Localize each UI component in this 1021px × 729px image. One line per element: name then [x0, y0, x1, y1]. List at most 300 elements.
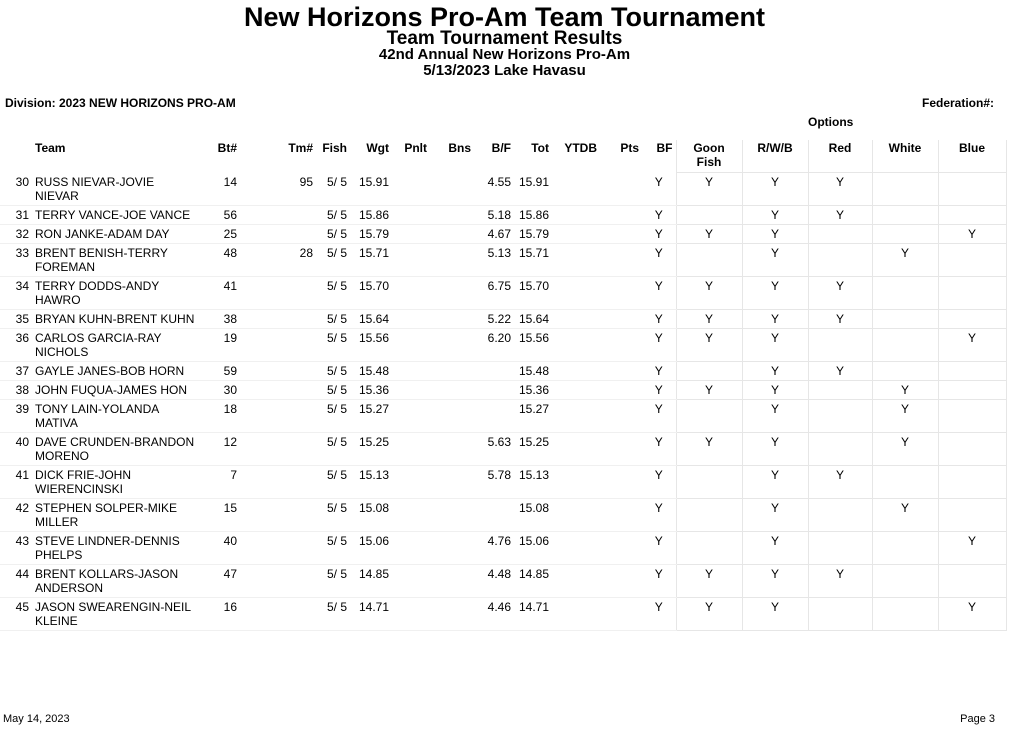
row-bt: 19: [204, 328, 240, 361]
row-pts: [600, 173, 642, 206]
row-bf-option: Y: [642, 498, 676, 531]
row-rwb: Y: [742, 465, 808, 498]
row-team: BRENT BENISH-TERRY FOREMAN: [32, 243, 204, 276]
row-bt: 40: [204, 531, 240, 564]
row-goon-fish: Y: [676, 328, 742, 361]
row-pts: [600, 597, 642, 630]
row-bf-option: Y: [642, 597, 676, 630]
row-fish: 5/ 5: [316, 380, 350, 399]
table-row: [0, 498, 1006, 531]
footer-date: May 14, 2023: [3, 713, 70, 725]
row-place: 31: [0, 205, 32, 224]
row-bns: [430, 531, 474, 564]
row-team: STEPHEN SOLPER-MIKE MILLER: [32, 498, 204, 531]
col-tot-header: Tot: [531, 141, 549, 155]
report-title: New Horizons Pro-Am Team Tournament: [243, 2, 766, 32]
row-ytdb: [552, 361, 600, 380]
row-pts: [600, 498, 642, 531]
col-goon-header: Goon Fish: [676, 140, 742, 173]
row-bf-option: Y: [642, 399, 676, 432]
row-white: [872, 173, 938, 206]
row-tot: 15.27: [514, 399, 552, 432]
row-team: DICK FRIE-JOHN WIERENCINSKI: [32, 465, 204, 498]
row-goon-fish: [676, 243, 742, 276]
row-place: 30: [0, 173, 32, 206]
row-tm: [240, 498, 316, 531]
table-row: [0, 399, 1006, 432]
row-fish: 5/ 5: [316, 361, 350, 380]
row-tot: 15.79: [514, 224, 552, 243]
col-bf-header: B/F: [491, 141, 511, 155]
row-place: 37: [0, 361, 32, 380]
table-row: [0, 243, 1006, 276]
row-team: TERRY DODDS-ANDY HAWRO: [32, 276, 204, 309]
row-goon-fish: Y: [676, 224, 742, 243]
row-fish: 5/ 5: [316, 399, 350, 432]
row-wgt: 15.64: [350, 309, 392, 328]
row-place: 43: [0, 531, 32, 564]
row-bf-option: Y: [642, 173, 676, 206]
row-ytdb: [552, 309, 600, 328]
row-red: [808, 328, 872, 361]
row-white: Y: [872, 399, 938, 432]
event-date-location: 5/13/2023 Lake Havasu: [423, 62, 586, 79]
row-white: [872, 597, 938, 630]
table-row: [0, 564, 1006, 597]
row-bns: [430, 597, 474, 630]
options-label: Options: [808, 115, 854, 129]
row-ytdb: [552, 597, 600, 630]
row-fish: 5/ 5: [316, 564, 350, 597]
row-team: STEVE LINDNER-DENNIS PHELPS: [32, 531, 204, 564]
row-bf: 4.48: [474, 564, 514, 597]
row-ytdb: [552, 432, 600, 465]
row-fish: 5/ 5: [316, 309, 350, 328]
row-tot: 15.91: [514, 173, 552, 206]
row-blue: [938, 309, 1006, 328]
row-pts: [600, 243, 642, 276]
row-blue: [938, 465, 1006, 498]
col-rwb-header: R/W/B: [742, 140, 808, 173]
row-rwb: Y: [742, 328, 808, 361]
row-bt: 25: [204, 224, 240, 243]
row-place: 39: [0, 399, 32, 432]
row-goon-fish: [676, 205, 742, 224]
row-tot: 15.06: [514, 531, 552, 564]
row-ytdb: [552, 276, 600, 309]
row-red: [808, 380, 872, 399]
row-rwb: Y: [742, 432, 808, 465]
row-place: 36: [0, 328, 32, 361]
row-fish: 5/ 5: [316, 597, 350, 630]
row-red: Y: [808, 276, 872, 309]
row-fish: 5/ 5: [316, 465, 350, 498]
row-fish: 5/ 5: [316, 498, 350, 531]
row-bt: 18: [204, 399, 240, 432]
row-tm: [240, 380, 316, 399]
row-bt: 14: [204, 173, 240, 206]
row-rwb: Y: [742, 380, 808, 399]
row-bt: 47: [204, 564, 240, 597]
row-blue: [938, 173, 1006, 206]
row-bns: [430, 399, 474, 432]
row-blue: [938, 498, 1006, 531]
row-pnlt: [392, 224, 430, 243]
row-tm: [240, 465, 316, 498]
row-rwb: Y: [742, 564, 808, 597]
table-row: [0, 173, 1006, 206]
row-ytdb: [552, 328, 600, 361]
row-bf-option: Y: [642, 564, 676, 597]
row-goon-fish: Y: [676, 276, 742, 309]
table-row: [0, 597, 1006, 630]
row-white: Y: [872, 243, 938, 276]
row-tot: 15.64: [514, 309, 552, 328]
row-wgt: 15.71: [350, 243, 392, 276]
row-blue: [938, 205, 1006, 224]
row-team: DAVE CRUNDEN-BRANDON MORENO: [32, 432, 204, 465]
row-tm: [240, 432, 316, 465]
row-bns: [430, 276, 474, 309]
row-blue: Y: [938, 328, 1006, 361]
col-wgt-header: Wgt: [366, 141, 389, 155]
row-bf: [474, 399, 514, 432]
row-pts: [600, 361, 642, 380]
event-name: 42nd Annual New Horizons Pro-Am: [378, 46, 631, 63]
table-row: [0, 380, 1006, 399]
row-blue: Y: [938, 531, 1006, 564]
row-bf: [474, 380, 514, 399]
row-pnlt: [392, 309, 430, 328]
row-place: 32: [0, 224, 32, 243]
row-bf: [474, 498, 514, 531]
row-pts: [600, 564, 642, 597]
row-goon-fish: Y: [676, 380, 742, 399]
row-bt: 16: [204, 597, 240, 630]
row-goon-fish: Y: [676, 597, 742, 630]
col-tm-header: Tm#: [288, 141, 313, 155]
row-bns: [430, 173, 474, 206]
row-white: [872, 531, 938, 564]
col-white-header: White: [872, 140, 938, 173]
row-red: [808, 432, 872, 465]
row-pnlt: [392, 276, 430, 309]
row-place: 45: [0, 597, 32, 630]
row-ytdb: [552, 380, 600, 399]
row-team: TERRY VANCE-JOE VANCE: [32, 205, 204, 224]
row-white: [872, 564, 938, 597]
row-pts: [600, 399, 642, 432]
row-ytdb: [552, 224, 600, 243]
row-fish: 5/ 5: [316, 224, 350, 243]
col-ytdb-header: YTDB: [564, 141, 597, 155]
row-team: JOHN FUQUA-JAMES HON: [32, 380, 204, 399]
row-rwb: Y: [742, 309, 808, 328]
row-red: Y: [808, 173, 872, 206]
division-label: Division: 2023 NEW HORIZONS PRO-AM: [5, 96, 236, 110]
footer-page-number: Page 3: [960, 713, 995, 725]
row-bns: [430, 380, 474, 399]
row-tm: [240, 531, 316, 564]
row-rwb: Y: [742, 224, 808, 243]
row-red: [808, 243, 872, 276]
row-place: 34: [0, 276, 32, 309]
row-ytdb: [552, 173, 600, 206]
row-fish: 5/ 5: [316, 432, 350, 465]
row-pts: [600, 328, 642, 361]
federation-label: Federation#:: [921, 96, 994, 110]
row-bt: 48: [204, 243, 240, 276]
row-pts: [600, 432, 642, 465]
row-goon-fish: [676, 361, 742, 380]
row-team: BRENT KOLLARS-JASON ANDERSON: [32, 564, 204, 597]
table-row: [0, 309, 1006, 328]
row-wgt: 15.48: [350, 361, 392, 380]
row-bf-option: Y: [642, 465, 676, 498]
row-red: [808, 531, 872, 564]
col-bf2-header: BF: [656, 141, 673, 155]
row-fish: 5/ 5: [316, 173, 350, 206]
row-fish: 5/ 5: [316, 328, 350, 361]
row-bf-option: Y: [642, 224, 676, 243]
row-tot: 15.25: [514, 432, 552, 465]
row-pnlt: [392, 432, 430, 465]
row-white: [872, 361, 938, 380]
row-goon-fish: [676, 399, 742, 432]
row-goon-fish: Y: [676, 564, 742, 597]
row-bf-option: Y: [642, 361, 676, 380]
row-white: [872, 328, 938, 361]
row-pnlt: [392, 361, 430, 380]
row-bns: [430, 498, 474, 531]
row-goon-fish: [676, 465, 742, 498]
col-blue-header: Blue: [938, 140, 1006, 173]
table-row: [0, 276, 1006, 309]
row-bt: 15: [204, 498, 240, 531]
row-wgt: 14.85: [350, 564, 392, 597]
row-white: [872, 309, 938, 328]
table-header-row: [0, 140, 1006, 173]
row-white: Y: [872, 432, 938, 465]
row-tm: [240, 309, 316, 328]
row-tm: [240, 399, 316, 432]
row-tot: 15.71: [514, 243, 552, 276]
row-tot: 15.36: [514, 380, 552, 399]
row-white: Y: [872, 380, 938, 399]
row-ytdb: [552, 498, 600, 531]
row-bf: 5.63: [474, 432, 514, 465]
row-bns: [430, 432, 474, 465]
row-rwb: Y: [742, 531, 808, 564]
row-bf: 5.22: [474, 309, 514, 328]
row-goon-fish: [676, 531, 742, 564]
row-tm: [240, 224, 316, 243]
row-bf-option: Y: [642, 243, 676, 276]
row-rwb: Y: [742, 361, 808, 380]
row-bns: [430, 205, 474, 224]
row-red: [808, 224, 872, 243]
row-blue: Y: [938, 597, 1006, 630]
row-bns: [430, 564, 474, 597]
row-rwb: Y: [742, 597, 808, 630]
row-blue: [938, 361, 1006, 380]
row-blue: [938, 432, 1006, 465]
table-row: [0, 224, 1006, 243]
row-place: 42: [0, 498, 32, 531]
row-bf-option: Y: [642, 380, 676, 399]
row-tot: 14.85: [514, 564, 552, 597]
row-bt: 38: [204, 309, 240, 328]
row-pnlt: [392, 205, 430, 224]
table-row: [0, 531, 1006, 564]
col-bt-header: Bt#: [217, 141, 237, 155]
table-row: [0, 465, 1006, 498]
row-place: 38: [0, 380, 32, 399]
row-white: [872, 465, 938, 498]
row-team: CARLOS GARCIA-RAY NICHOLS: [32, 328, 204, 361]
row-red: [808, 498, 872, 531]
row-white: [872, 276, 938, 309]
results-table: [0, 140, 1007, 631]
row-red: Y: [808, 309, 872, 328]
row-red: [808, 597, 872, 630]
row-bt: 41: [204, 276, 240, 309]
row-pnlt: [392, 564, 430, 597]
row-place: 40: [0, 432, 32, 465]
row-wgt: 15.56: [350, 328, 392, 361]
row-red: Y: [808, 564, 872, 597]
col-pnlt-header: Pnlt: [404, 141, 427, 155]
row-bf: 6.20: [474, 328, 514, 361]
row-bf-option: Y: [642, 205, 676, 224]
row-bt: 7: [204, 465, 240, 498]
row-pnlt: [392, 173, 430, 206]
row-goon-fish: Y: [676, 173, 742, 206]
row-blue: [938, 564, 1006, 597]
row-wgt: 15.13: [350, 465, 392, 498]
row-blue: [938, 380, 1006, 399]
row-tm: [240, 361, 316, 380]
row-place: 41: [0, 465, 32, 498]
row-pnlt: [392, 465, 430, 498]
row-wgt: 15.70: [350, 276, 392, 309]
row-fish: 5/ 5: [316, 243, 350, 276]
row-bt: 30: [204, 380, 240, 399]
row-team: RON JANKE-ADAM DAY: [32, 224, 204, 243]
col-team-header: Team: [35, 141, 66, 155]
row-goon-fish: Y: [676, 309, 742, 328]
row-wgt: 14.71: [350, 597, 392, 630]
row-bf: 4.76: [474, 531, 514, 564]
row-team: GAYLE JANES-BOB HORN: [32, 361, 204, 380]
row-tot: 15.08: [514, 498, 552, 531]
row-ytdb: [552, 564, 600, 597]
row-red: Y: [808, 205, 872, 224]
row-tm: 28: [240, 243, 316, 276]
row-pts: [600, 380, 642, 399]
row-bf: 4.67: [474, 224, 514, 243]
row-ytdb: [552, 243, 600, 276]
col-bns-header: Bns: [448, 141, 471, 155]
row-pts: [600, 465, 642, 498]
row-pnlt: [392, 243, 430, 276]
row-bf-option: Y: [642, 276, 676, 309]
row-pnlt: [392, 380, 430, 399]
row-tm: [240, 205, 316, 224]
row-tm: [240, 564, 316, 597]
row-bns: [430, 309, 474, 328]
row-wgt: 15.36: [350, 380, 392, 399]
row-blue: [938, 243, 1006, 276]
row-pts: [600, 531, 642, 564]
row-rwb: Y: [742, 276, 808, 309]
row-tm: 95: [240, 173, 316, 206]
row-red: Y: [808, 465, 872, 498]
row-tm: [240, 328, 316, 361]
row-team: TONY LAIN-YOLANDA MATIVA: [32, 399, 204, 432]
row-bf: 4.55: [474, 173, 514, 206]
row-ytdb: [552, 465, 600, 498]
row-bf: [474, 361, 514, 380]
row-tot: 14.71: [514, 597, 552, 630]
row-tot: 15.56: [514, 328, 552, 361]
row-goon-fish: Y: [676, 432, 742, 465]
row-white: [872, 224, 938, 243]
row-bns: [430, 328, 474, 361]
row-pnlt: [392, 498, 430, 531]
row-bt: 12: [204, 432, 240, 465]
row-bf: 5.13: [474, 243, 514, 276]
row-pnlt: [392, 531, 430, 564]
row-pts: [600, 309, 642, 328]
row-bns: [430, 224, 474, 243]
row-wgt: 15.86: [350, 205, 392, 224]
row-tot: 15.13: [514, 465, 552, 498]
row-fish: 5/ 5: [316, 205, 350, 224]
row-ytdb: [552, 205, 600, 224]
row-red: [808, 399, 872, 432]
row-wgt: 15.25: [350, 432, 392, 465]
row-bf: 5.78: [474, 465, 514, 498]
report-subtitle: Team Tournament Results: [386, 28, 623, 49]
row-wgt: 15.79: [350, 224, 392, 243]
row-rwb: Y: [742, 205, 808, 224]
table-row: [0, 432, 1006, 465]
row-team: BRYAN KUHN-BRENT KUHN: [32, 309, 204, 328]
row-pts: [600, 276, 642, 309]
row-tot: 15.86: [514, 205, 552, 224]
row-pnlt: [392, 328, 430, 361]
col-place-header: [0, 140, 32, 173]
row-goon-fish: [676, 498, 742, 531]
table-row: [0, 361, 1006, 380]
row-bns: [430, 465, 474, 498]
row-bf-option: Y: [642, 531, 676, 564]
table-row: [0, 205, 1006, 224]
row-team: JASON SWEARENGIN-NEIL KLEINE: [32, 597, 204, 630]
row-pts: [600, 205, 642, 224]
row-ytdb: [552, 399, 600, 432]
row-blue: [938, 399, 1006, 432]
row-place: 35: [0, 309, 32, 328]
row-bf: 5.18: [474, 205, 514, 224]
row-blue: Y: [938, 224, 1006, 243]
row-tm: [240, 597, 316, 630]
row-bt: 56: [204, 205, 240, 224]
row-rwb: Y: [742, 243, 808, 276]
row-wgt: 15.91: [350, 173, 392, 206]
row-wgt: 15.06: [350, 531, 392, 564]
